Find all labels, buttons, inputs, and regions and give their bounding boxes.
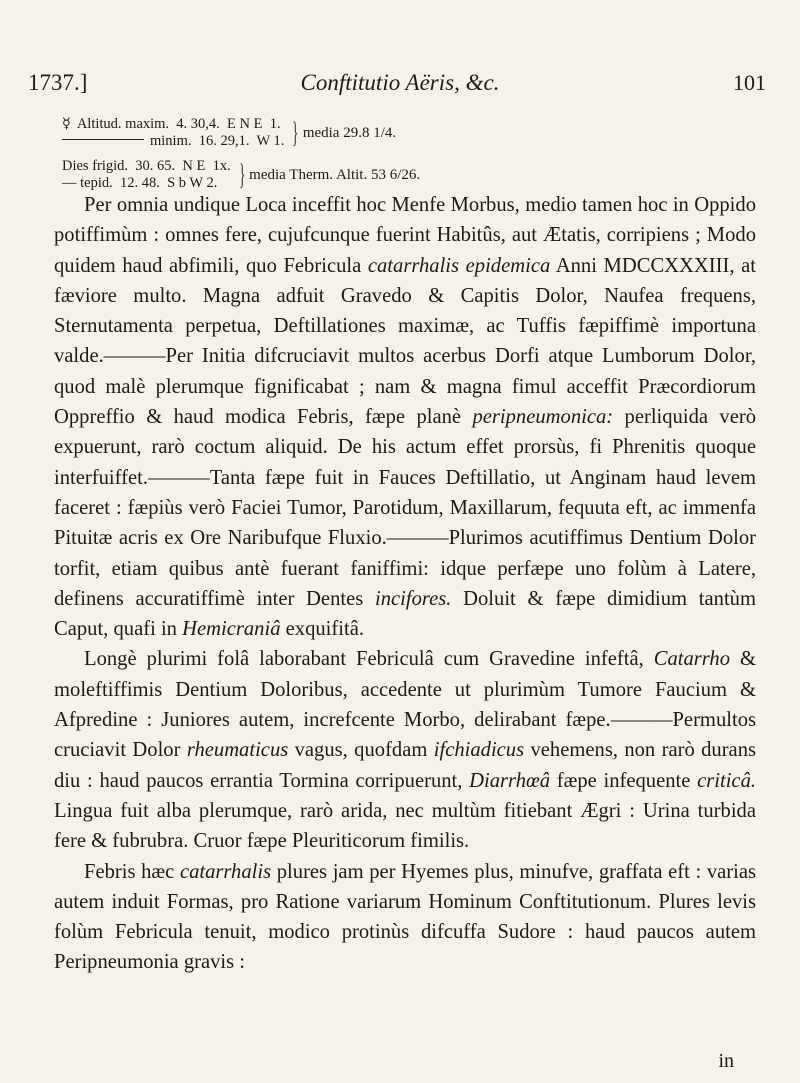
dies-tepid: — tepid. 12. 48. S b W 2. bbox=[62, 175, 218, 191]
text-run: Lingua fuit alba plerumque, rarò arida, nec multùm fitiebant Ægri : Urina turbida fere & fubrubra. Cruor fæpe Pleuriticorum fimilis. bbox=[54, 799, 756, 853]
italic-run: criticâ. bbox=[697, 769, 757, 792]
text-run: vehemens, non rarò durans diu : haud paucos errantia Tormina corripuerunt, bbox=[54, 739, 756, 792]
altitude-min-row bbox=[62, 133, 284, 150]
paragraph-3 bbox=[54, 857, 756, 978]
header-year: 1737.] bbox=[28, 70, 88, 95]
right-brace-icon: } bbox=[292, 116, 299, 149]
ditto-rule bbox=[62, 139, 144, 140]
text-run: & moleftiffimis Dentium Doloribus, accedente ut plurimùm Tumore Faucium & Afpredine : Juniores autem, increfcente Morbo, delirabant fæpe.———Permultos cruciavit Dolor bbox=[54, 648, 757, 762]
text-run: Longè plurimi folâ laborabant Febriculâ cum Gravedine infeftâ, bbox=[84, 648, 654, 671]
italic-run: incifores. bbox=[374, 587, 452, 610]
thermometer-group bbox=[62, 158, 742, 192]
text-run: plures jam per Hyemes plus, minufve, graffata eft : varias autem induit Formas, pro Ratione variarum Hominum Conftitutionum. Plures levis folùm Febricula tenuit, modico protinùs difcuffa Sudore : haud paucos autem Peripneumonia gravis : bbox=[54, 860, 756, 974]
altitude-max-row bbox=[62, 116, 284, 133]
weather-table bbox=[62, 116, 742, 200]
barometer-group bbox=[62, 116, 742, 150]
thermometer-media: media Therm. Altit. 53 6/26. bbox=[249, 166, 421, 183]
paragraph-1 bbox=[54, 190, 756, 644]
altitude-max: Altitud. maxim. 4. 30,4. E N E 1. bbox=[76, 116, 281, 132]
text-run: Per omnia undique Loca inceffit hoc Menfe Morbus, medio tamen hoc in Oppido potiffimùm : omnes fere, cujufcunque fuerint Habitûs, aut Ætatis, corripiens ; Modo quidem haud abfimili, quo Febricula bbox=[54, 194, 756, 277]
running-header bbox=[0, 70, 800, 102]
italic-run: rheumaticus bbox=[186, 739, 289, 762]
italic-run: catarrhalis epidemica bbox=[367, 254, 551, 277]
text-run: Anni MDCCXXXIII, at fæviore multo. Magna adfuit Gravedo & Capitis Dolor, Naufea frequens, Sternutamenta perpetua, Deftillationes maximæ, ac Tuffis fæpiffimè importuna valde.———Per Initia difcruciavit multos acerbus Dorfi atque Lumborum Dolor, quod malè plerumque fignificabat ; nam & magna fimul acceffit Præcordiorum Oppreffio & haud modica Febris, fæpe planè bbox=[54, 254, 756, 429]
catchword: in bbox=[718, 1050, 734, 1072]
text-run: Febris hæc bbox=[84, 860, 180, 883]
text-run: vagus, quofdam bbox=[288, 739, 434, 762]
altitude-min: minim. 16. 29,1. W 1. bbox=[150, 133, 285, 149]
body-text bbox=[54, 190, 756, 978]
italic-run: Catarrho bbox=[653, 648, 731, 671]
text-run: Doluit & fæpe dimidium tantùm Caput, quafi in bbox=[54, 587, 756, 641]
text-run: perliquida verò expuerunt, rarò coctum aliquid. De his actum effet prorsùs, fi Phrenitis quoque interfuiffet.———Tanta fæpe fuit in Fauces Deftillatio, ut Anginam haud levem faceret : fæpiùs verò Faciei Tumor, Parotidum, Maxillarum, fequuta eft, ac immenfa Pituitæ acris ex Ore Naribufque Fluxio.———Plurimos acutiffimus Dentium Dolor torfit, etiam quibus antè fuerant faniffimi: idque perfæpe uno folùm à Latere, definens accuratiffimè inter Dentes bbox=[54, 406, 756, 610]
italic-run: Diarrhœâ bbox=[469, 769, 551, 792]
text-run: exquifitâ. bbox=[280, 618, 364, 641]
altitude-media: media 29.8 1/4. bbox=[302, 124, 397, 141]
page-number: 101 bbox=[733, 70, 766, 95]
text-run: fæpe infequente bbox=[550, 769, 698, 792]
dies-frigid: Dies frigid. 30. 65. N E 1x. bbox=[62, 158, 231, 174]
right-brace-icon: } bbox=[238, 158, 246, 191]
italic-run: Hemicraniâ bbox=[182, 618, 281, 641]
mercury-symbol-icon: ☿ bbox=[62, 116, 71, 132]
italic-run: catarrhalis bbox=[179, 860, 272, 883]
paragraph-2 bbox=[54, 644, 756, 856]
italic-run: peripneumonica: bbox=[472, 406, 614, 429]
italic-run: ifchiadicus bbox=[433, 739, 525, 762]
header-title: Conftitutio Aëris, &c. bbox=[300, 70, 500, 95]
